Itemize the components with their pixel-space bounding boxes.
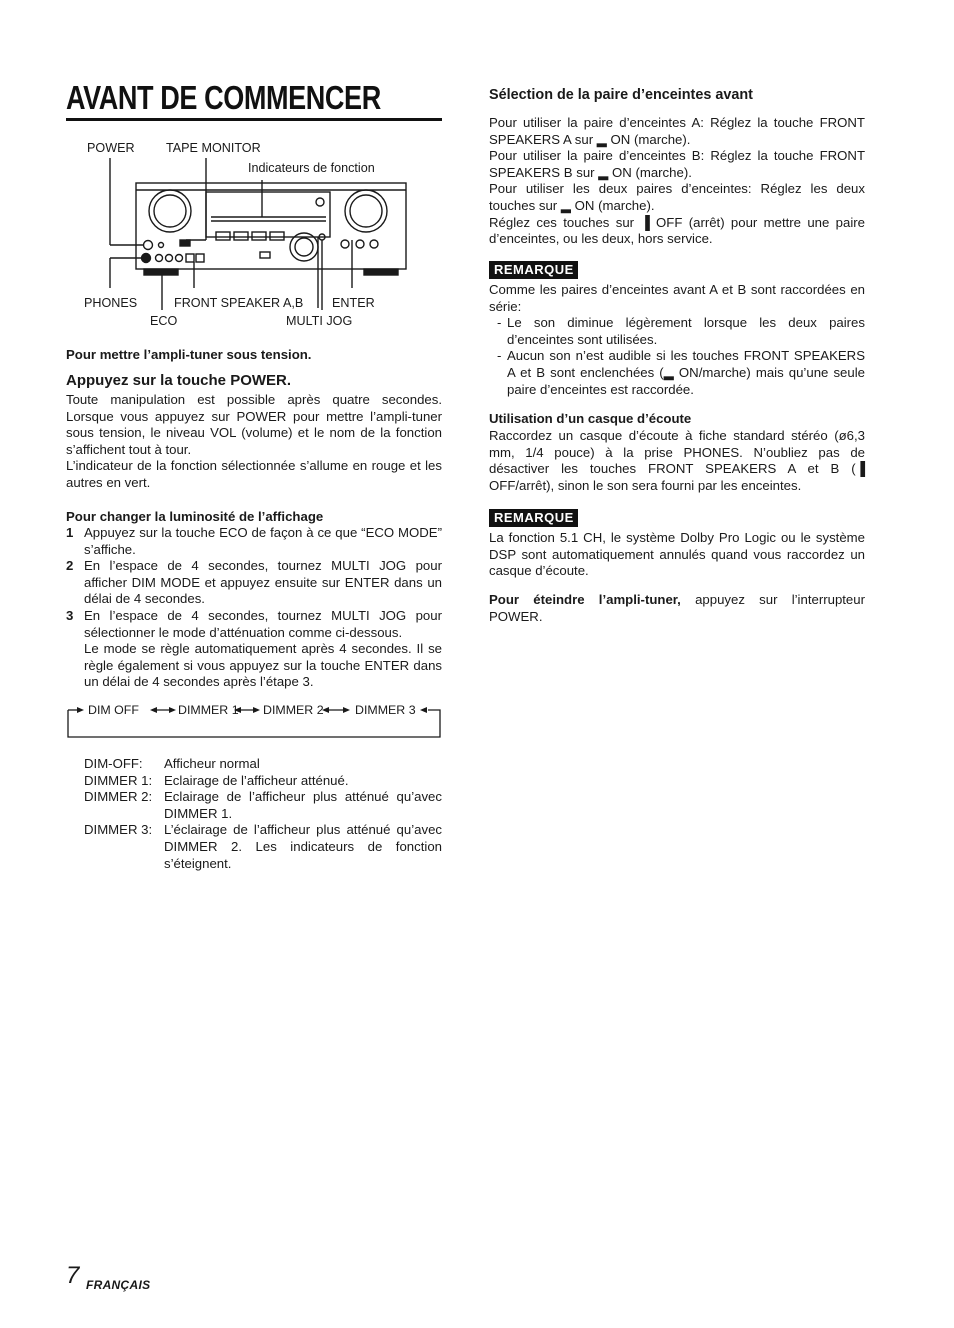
speaker-line: Pour utiliser la paire d’enceintes B: Réglez la touche FRONT SPEAKERS B sur ▂ ON (marche). xyxy=(489,148,865,180)
remark-badge-2: REMARQUE xyxy=(489,509,578,527)
page-number: 7 xyxy=(66,1262,80,1289)
cycle-dimmer-2: DIMMER 2 xyxy=(263,703,324,717)
cycle-dim-off: DIM OFF xyxy=(88,703,139,717)
remark1-intro: Comme les paires d’enceintes avant A et B sont raccordées en série: xyxy=(489,282,865,314)
step-item: 1 Appuyez sur la touche ECO de façon à ce que “ECO MODE” s’affiche. xyxy=(66,525,442,557)
list-item: - Aucun son n’est audible si les touches FRONT SPEAKERS A et B sont enclenchées (▂ ON/marche) mais qu’une seule paire d’enceintes est raccordée. xyxy=(489,348,865,398)
press-power-text xyxy=(66,392,442,492)
power-off-bold: Pour éteindre l’ampli-tuner, xyxy=(489,592,681,607)
press-power-paragraph-2: L’indicateur de la fonction sélectionnée s’allume en rouge et les autres en vert. xyxy=(66,458,442,490)
remark1-text xyxy=(489,282,865,398)
label-tape-monitor: TAPE MONITOR xyxy=(166,141,261,155)
headphone-text: Raccordez un casque d’écoute à fiche standard stéréo (ø6,3 mm, 1/4 pouce) à la prise PHONES. N’oubliez pas de désactiver les touches FRONT SPEAKERS A et B (▐ OFF/arrêt), sinon le son sera fourni par les enceintes. xyxy=(489,428,865,493)
speaker-text xyxy=(489,115,865,248)
speaker-heading: Sélection de la paire d’enceintes avant xyxy=(489,87,753,103)
cycle-dimmer-1: DIMMER 1 xyxy=(178,703,239,717)
list-item: - Le son diminue légèrement lorsque les deux paires d’enceintes sont utilisées. xyxy=(489,315,865,348)
label-front-speaker: FRONT SPEAKER A,B xyxy=(174,296,304,310)
label-power: POWER xyxy=(87,141,135,155)
remark1-list xyxy=(489,315,865,398)
label-multi-jog: MULTI JOG xyxy=(286,314,353,328)
label-phones: PHONES xyxy=(84,296,138,310)
power-off-text xyxy=(489,592,865,625)
cycle-dimmer-3: DIMMER 3 xyxy=(355,703,416,717)
table-row: DIM-OFF: Afficheur normal xyxy=(84,756,260,771)
brightness-steps xyxy=(66,525,442,691)
power-on-heading: Pour mettre l’ampli-tuner sous tension. xyxy=(66,347,312,362)
page-title: AVANT DE COMMENCER xyxy=(66,79,381,116)
display-window xyxy=(206,192,330,237)
label-enter: ENTER xyxy=(332,296,375,310)
label-function-indicators: Indicateurs de fonction xyxy=(248,161,375,175)
page-language: FRANÇAIS xyxy=(86,1278,151,1292)
table-row: DIMMER 3: L’éclairage de l’afficheur plus atténué qu’avec DIMMER 2. Les indicateurs de fonction s’éteignent. xyxy=(84,822,442,871)
press-power-heading: Appuyez sur la touche POWER. xyxy=(66,372,292,389)
headphone-heading: Utilisation d’un casque d’écoute xyxy=(489,411,692,426)
label-eco: ECO xyxy=(150,314,178,328)
speaker-line: Pour utiliser la paire d’enceintes A: Réglez la touche FRONT SPEAKERS A sur ▂ ON (marche). xyxy=(489,115,865,147)
power-button-shape xyxy=(144,241,153,250)
volume-knob xyxy=(149,190,191,232)
dimmer-definitions xyxy=(84,756,442,872)
table-row: DIMMER 2: Eclairage de l’afficheur plus atténué qu’avec DIMMER 1. xyxy=(84,789,442,821)
input-knob xyxy=(345,190,387,232)
brightness-heading: Pour changer la luminosité de l’affichage xyxy=(66,509,324,524)
remark2-text: La fonction 5.1 CH, le système Dolby Pro Logic ou le système DSP sont automatiquement annulés quand vous raccordez un casque d’écoute. xyxy=(489,530,865,579)
speaker-line: Réglez ces touches sur ▐ OFF (arrêt) pour mettre une paire d’enceintes, ou les deux, hors service. xyxy=(489,214,865,247)
table-row: DIMMER 1: Eclairage de l’afficheur atténué. xyxy=(84,772,349,788)
press-power-paragraph-1: Toute manipulation est possible après quatre secondes. Lorsque vous appuyez sur POWER pour mettre l’ampli-tuner sous tension, le niveau VOL (volume) et le nom de la fonction s’affichent tout à tour. xyxy=(66,392,442,457)
step-item: 3 En l’espace de 4 secondes, tournez MULTI JOG pour sélectionner le mode d’atténuation comme ci-dessous. Le mode se règle automatiquement après 4 secondes. Il se règle également si vous appuyez sur la touche ENTER dans un délai de 4 secondes après l’étape 3. xyxy=(66,607,442,690)
title-rule xyxy=(66,118,442,121)
speaker-line: Pour utiliser les deux paires d’enceintes: Réglez les deux touches sur ▂ ON (marche). xyxy=(489,181,865,213)
dimmer-cycle-diagram xyxy=(66,700,446,742)
power-off-rest: appuyez sur l’interrupteur POWER. xyxy=(489,592,865,624)
remark-badge-1: REMARQUE xyxy=(489,261,578,279)
receiver-diagram xyxy=(66,130,446,330)
step-item: 2 En l’espace de 4 secondes, tournez MULTI JOG pour afficher DIM MODE et appuyez ensuite sur ENTER dans un délai de 4 secondes. xyxy=(66,558,442,607)
